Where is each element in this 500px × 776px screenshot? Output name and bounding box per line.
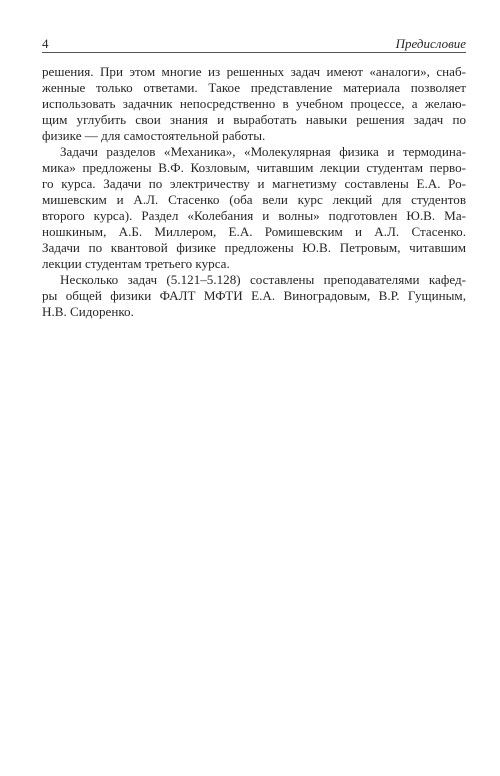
text-line: Н.В. Сидоренко. — [42, 304, 134, 319]
text-line: решения. При этом многие из решенных задач имеют «аналоги», снаб- — [42, 64, 466, 79]
text-line: женные только ответами. Такое представление материала позволяет — [42, 80, 466, 95]
book-page — [42, 0, 466, 776]
text-line: второго курса). Раздел «Колебания и волны» подготовлен Ю.В. Ма- — [42, 208, 466, 223]
body-text — [42, 64, 466, 320]
text-line: ношкиным, А.Б. Миллером, Е.А. Ромишевским и А.Л. Стасенко. — [42, 224, 466, 239]
paragraph-2 — [42, 144, 466, 272]
text-line: использовать задачник непосредственно в учебном процессе, а желаю- — [42, 96, 466, 111]
text-line: го курса. Задачи по электричеству и магнетизму составлены Е.А. Ро- — [42, 176, 466, 191]
page-number: 4 — [42, 36, 49, 51]
text-line: лекции студентам третьего курса. — [42, 256, 230, 271]
text-line: Несколько задач (5.121–5.128) составлены преподавателями кафед- — [60, 272, 466, 287]
page-header — [42, 36, 466, 53]
running-title: Предисловие — [395, 36, 466, 51]
paragraph-3 — [42, 272, 466, 320]
text-line: Задачи по квантовой физике предложены Ю.В. Петровым, читавшим — [42, 240, 466, 255]
text-line: ры общей физики ФАЛТ МФТИ Е.А. Виноградовым, В.Р. Гущиным, — [42, 288, 466, 303]
text-line: Задачи разделов «Механика», «Молекулярная физика и термодина- — [60, 144, 466, 159]
text-line: щим углубить свои знания и выработать навыки решения задач по — [42, 112, 466, 127]
paragraph-1 — [42, 64, 466, 144]
text-line: физике — для самостоятельной работы. — [42, 128, 266, 143]
text-line: мика» предложены В.Ф. Козловым, читавшим лекции студентам перво- — [42, 160, 466, 175]
text-line: мишевским и А.Л. Стасенко (оба вели курс лекций для студентов — [42, 192, 466, 207]
